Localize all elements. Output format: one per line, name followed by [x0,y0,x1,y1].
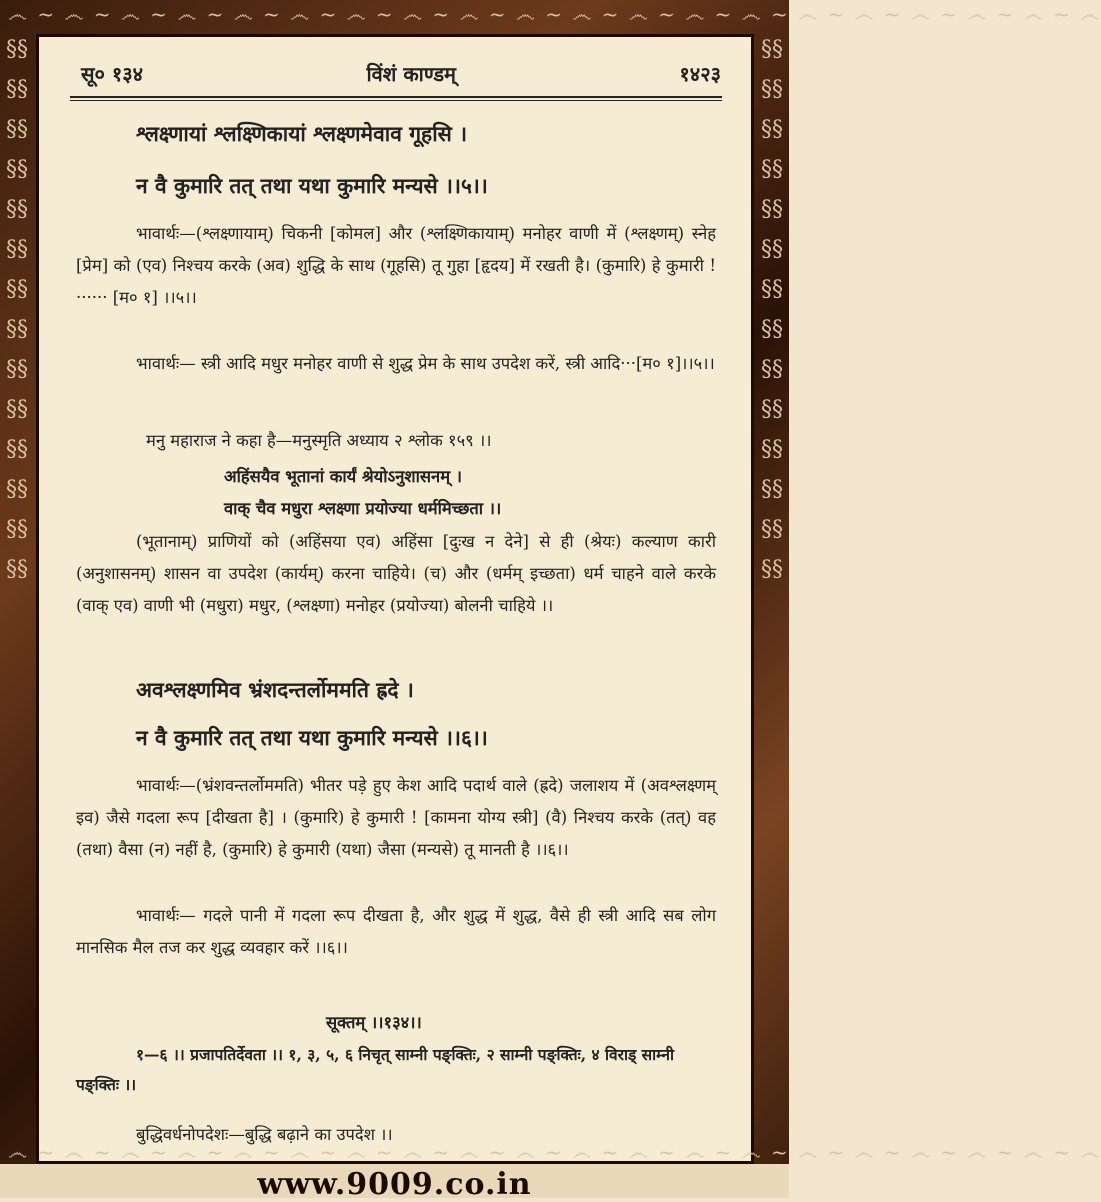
verse-5-line-1: श्लक्ष्णायां श्लक्ष्णिकायां श्लक्ष्णमेवाव गूहसि । [136,121,468,146]
footnote-upadesha: बुद्धिवर्धनोपदेशः—बुद्धि बढ़ाने का उपदेश ।। [136,1125,393,1144]
website-url[interactable]: www.9009.co.in [257,1167,532,1202]
left-border-ornament: §§§§§§§§§§§§§§§§§§§§§§§§§§§§ [6,37,28,582]
book-page [36,34,754,1164]
sukta-number: सू० १३४ [81,62,144,86]
manu-shloka-line-1: अहिंसयैव भूतानां कार्यं श्रेयोऽनुशासनम् । [224,467,463,486]
bhavarth-summary-6: भावार्थः— गदले पानी में गदला रूप दीखता है, और शुद्ध में शुद्ध, वैसे ही स्त्री आदि सब लोग मानसिक मैल तज कर शुद्ध व्यवहार करें ।।६।। [76,906,716,957]
page-header [81,60,721,87]
verse-5-line-2: न वै कुमारि तत् तथा यथा कुमारि मन्यसे ।।५।। [136,173,488,198]
sukta-ending: सूक्तम् ।।१३४।। [326,1013,422,1032]
bhavarth-verse-5: भावार्थः—(श्लक्ष्णायाम्) चिकनी [कोमल] और (श्लक्ष्णिकायाम्) मनोहर वाणी में (श्लक्ष्णम्) स्नेह [प्रेम] को (एव) निश्चय करके (अव) शुद्धि के साथ (गूहसि) तू गुहा [हृदय] में रखती है। (कुमारि) हे कुमारी !······ [म० १] ।।५।। [76,224,716,307]
top-border-ornament: ෴ ~ ෴ ~ ෴ ~ ෴ ~ ෴ ~ ෴ ~ ෴ ~ ෴ ~ ෴ ~ ෴ ~ ෴ ~ ෴ ~ ෴ ~ ෴ ~ ෴ ~ ෴ ~ ෴ ~ ෴ ~ ෴ ~ ෴ [8,2,1101,26]
right-border-ornament: §§§§§§§§§§§§§§§§§§§§§§§§§§§§ [761,37,783,582]
manu-reference: मनु महाराज ने कहा है—मनुस्मृति अध्याय २ श्लोक १५९ ।। [146,431,492,450]
kanda-title: विंशं काण्डम् [366,62,457,86]
header-rule-thin [70,100,722,101]
page-number: १४२३ [679,62,721,86]
manu-shloka-line-2: वाक् चैव मधुरा श्लक्ष्णा प्रयोज्या धर्ममिच्छता ।। [224,499,502,518]
bhavarth-summary-5: भावार्थः— स्त्री आदि मधुर मनोहर वाणी से शुद्ध प्रेम के साथ उपदेश करें, स्त्री आदि···[म० १]।।५।। [136,354,715,373]
header-rule [70,96,722,98]
bhavarth-verse-6: भावार्थः—(भ्रंशवन्तर्लोममति) भीतर पड़े हुए केश आदि पदार्थ वाले (ह्रदे) जलाशय में (अवश्लक्ष्णम् इव) जैसे गदला रूप [दीखता है] । (कुमारि) हे कुमारी ! [कामना योग्य स्त्री] (वै) निश्चय करके (तत्) वह (तथा) वैसा (न) नहीं है, (कुमारि) हे कुमारी (यथा) जैसा (मन्यसे) तू मानती है ।।६।। [76,776,716,859]
bottom-border-ornament: ෴ ~ ෴ ~ ෴ ~ ෴ ~ ෴ ~ ෴ ~ ෴ ~ ෴ ~ ෴ ~ ෴ ~ ෴ ~ ෴ ~ ෴ ~ ෴ ~ ෴ ~ ෴ ~ ෴ ~ ෴ ~ ෴ ~ ෴ [8,1140,1101,1164]
verse-6-line-2: न वै कुमारि तत् तथा यथा कुमारि मन्यसे ।।६।। [136,725,488,750]
footnote-devata: १—६ ।। प्रजापतिर्देवता ।। १, ३, ५, ६ निचृत् साम्नी पङ्क्तिः, २ साम्नी पङ्क्तिः, ४ विराड् साम्नी पङ्क्तिः ।। [76,1045,674,1094]
verse-6-line-1: अवश्लक्ष्णमिव भ्रंशदन्तर्लोममति ह्रदे । [136,677,414,702]
shloka-meaning: (भूतानाम्) प्राणियों को (अहिंसया एव) अहिंसा [दुःख न देने] से ही (श्रेयः) कल्याण कारी (अनुशासनम्) शासन वा उपदेश (कार्यम्) करना चाहिये। (च) और (धर्मम् इच्छता) धर्म चाहने वाले करके (वाक् एव) वाणी भी (मधुरा) मधुर, (श्लक्ष्णा) मनोहर (प्रयोज्या) बोलनी चाहिये ।। [76,532,716,615]
